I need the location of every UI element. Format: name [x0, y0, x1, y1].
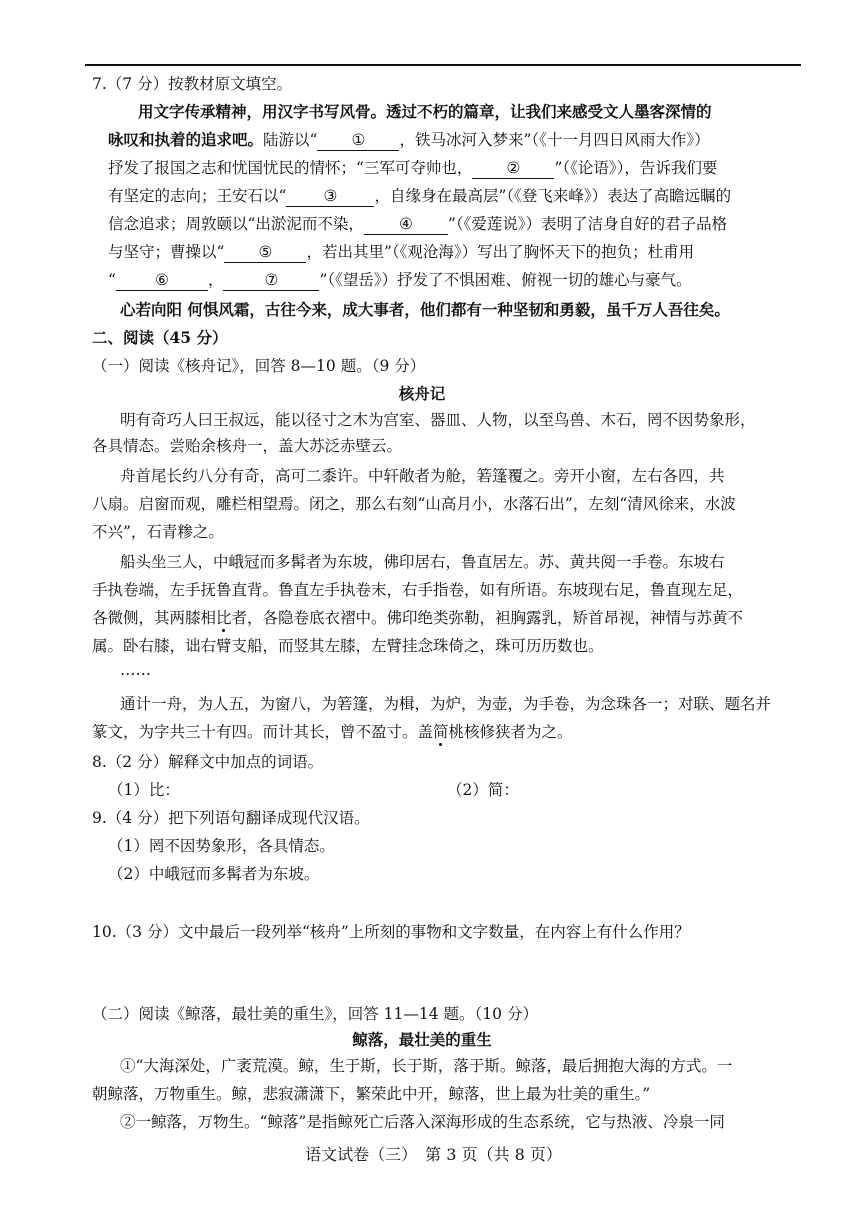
- passage-1-line: 船头坐三人，中峨冠而多髯者为东坡，佛印居右，鲁直居左。苏、黄共阅一手卷。东坡右: [120, 553, 725, 571]
- passage-1-line: 舟首尾长约八分有奇，高可二黍许。中轩敞者为舱，箬篷覆之。旁开小窗，左右各四，共: [120, 467, 725, 485]
- passage-1-line: 各具情态。尝贻余核舟一，盖大苏泛赤壁云。: [92, 437, 403, 455]
- q8-heading: 8.（2 分）解释文中加点的词语。: [92, 753, 324, 771]
- passage-2-line: 朝鲸落，万物重生。鲸，悲寂潇潇下，繁荣此中开，鲸落，世上最为壮美的重生。”: [92, 1085, 651, 1103]
- blank-7[interactable]: ⑦: [223, 270, 319, 291]
- q9-item-1: （1）罔不因势象形，各具情态。: [108, 837, 335, 855]
- q10-heading: 10.（3 分）文中最后一段列举“核舟”上所刻的事物和文字数量，在内容上有什么作用？: [92, 923, 690, 941]
- passage-2-line: ②一鲸落，万物生。“鲸落”是指鲸死亡后落入深海形成的生态系统，它与热液、冷泉一同: [120, 1113, 725, 1131]
- passage-text: 者，各隐卷底衣褶中。佛印绝类弥勒，袒胸露乳，矫首昂视，神情与苏黄不: [231, 609, 744, 627]
- q7-line-2: [108, 157, 717, 179]
- q7-text: “: [108, 271, 116, 289]
- passage-1-ellipsis: ……: [120, 661, 151, 679]
- q9-item-2: （2）中峨冠而多髯者为东坡。: [108, 865, 320, 883]
- q7-heading: 7.（7 分）按教材原文填空。: [92, 75, 293, 93]
- passage-1-line: 手执卷端，左手抚鲁直背。鲁直左手执卷末，右手指卷，如有所语。东坡现右足，鲁直现左足，: [92, 581, 744, 599]
- passage-2-line: ①“大海深处，广袤荒漠。鲸，生于斯，长于斯，落于斯。鲸落，最后拥抱大海的方式。一: [120, 1057, 733, 1075]
- top-rule: [85, 64, 801, 66]
- q7-text: ”（《爱莲说》）表明了洁身自好的君子品格: [447, 215, 728, 233]
- part-2-heading: （二）阅读《鲸落，最壮美的重生》，回答 11—14 题。（10 分）: [92, 1005, 538, 1023]
- q7-text: 有坚定的志向；王安石以“: [108, 187, 287, 205]
- q7-text: 抒发了报国之志和忧国忧民的情怀；“三军可夺帅也，: [108, 159, 473, 177]
- q7-line-3: [108, 185, 731, 207]
- q8-item-1: （1）比：: [108, 781, 180, 799]
- passage-text: 桃核修狭者为之。: [448, 723, 573, 741]
- blank-5[interactable]: ⑤: [224, 242, 306, 263]
- q7-text: ，若出其里”（《观沧海》）写出了胸怀天下的抱负；杜甫用: [306, 243, 695, 261]
- q7-text: 陆游以“: [263, 131, 318, 149]
- q7-line-4: [108, 213, 727, 235]
- blank-6[interactable]: ⑥: [116, 270, 208, 291]
- q7-intro-line-2: 咏叹和执着的追求吧。: [108, 130, 264, 149]
- blank-4[interactable]: ④: [364, 214, 448, 235]
- q7-text: ，自缘身在最高层”（《登飞来峰》）表达了高瞻远瞩的: [374, 187, 732, 205]
- blank-1[interactable]: ①: [317, 130, 399, 151]
- section-2-heading: 二、阅读（45 分）: [92, 328, 228, 347]
- q9-heading: 9.（4 分）把下列语句翻译成现代汉语。: [92, 809, 370, 827]
- passage-1-line: 八扇。启窗而观，雕栏相望焉。闭之，那么右刻“山高月小，水落石出”，左刻“清风徐来，水波: [92, 495, 736, 513]
- blank-3[interactable]: ③: [286, 186, 374, 207]
- q7-text: ”（《望岳》）抒发了不惧困难、俯视一切的雄心与豪气。: [319, 271, 692, 289]
- q7-line-5: [108, 241, 694, 263]
- dotted-word-jian: 简: [433, 723, 449, 741]
- passage-1-line: 通计一舟，为人五，为窗八，为箬篷，为楫，为炉，为壶，为手卷，为念珠各一；对联、题名并: [120, 695, 772, 713]
- passage-1-line: 明有奇巧人曰王叔远，能以径寸之木为宫室、器皿、人物，以至鸟兽、木石，罔不因势象形，: [120, 411, 756, 429]
- q7-line-1: [108, 129, 710, 151]
- q7-line-6: [108, 269, 692, 291]
- q7-text: 与坚守；曹操以“: [108, 243, 225, 261]
- passage-1-line: [92, 721, 573, 743]
- passage-1-line: 属。卧右膝，诎右臂支船，而竖其左膝，左臂挂念珠倚之，珠可历历数也。: [92, 637, 604, 655]
- q7-text: 信念追求；周敦颐以“出淤泥而不染，: [108, 215, 364, 233]
- page-footer: 语文试卷（三） 第 3 页（共 8 页）: [305, 1145, 562, 1164]
- part-1-heading: （一）阅读《核舟记》，回答 8—10 题。（9 分）: [92, 357, 426, 375]
- passage-text: 各微侧，其两膝相: [92, 609, 217, 627]
- passage-1-title: 核舟记: [398, 384, 446, 403]
- q7-text: ”（《论语》），告诉我们要: [554, 159, 718, 177]
- q7-text: ，: [207, 271, 224, 289]
- q7-intro-line-1: 用文字传承精神，用汉字书写风骨。透过不朽的篇章，让我们来感受文人墨客深情的: [138, 102, 712, 121]
- q8-item-2: （2）简：: [447, 781, 519, 799]
- passage-2-title: 鲸落，最壮美的重生: [352, 1030, 492, 1049]
- passage-1-line: [92, 607, 743, 629]
- passage-1-line: 不兴”，石青糁之。: [92, 523, 224, 541]
- q7-closing: 心若向阳 何惧风霜，古往今来，成大事者，他们都有一种坚韧和勇毅，虽千万人吾往矣。: [120, 300, 730, 319]
- passage-text: 篆文，为字共三十有四。而计其长，曾不盈寸。盖: [92, 723, 434, 741]
- blank-2[interactable]: ②: [472, 158, 554, 179]
- q7-text: ，铁马冰河入梦来”（《十一月四日风雨大作》）: [399, 131, 710, 149]
- dotted-word-bi: 比: [216, 609, 232, 627]
